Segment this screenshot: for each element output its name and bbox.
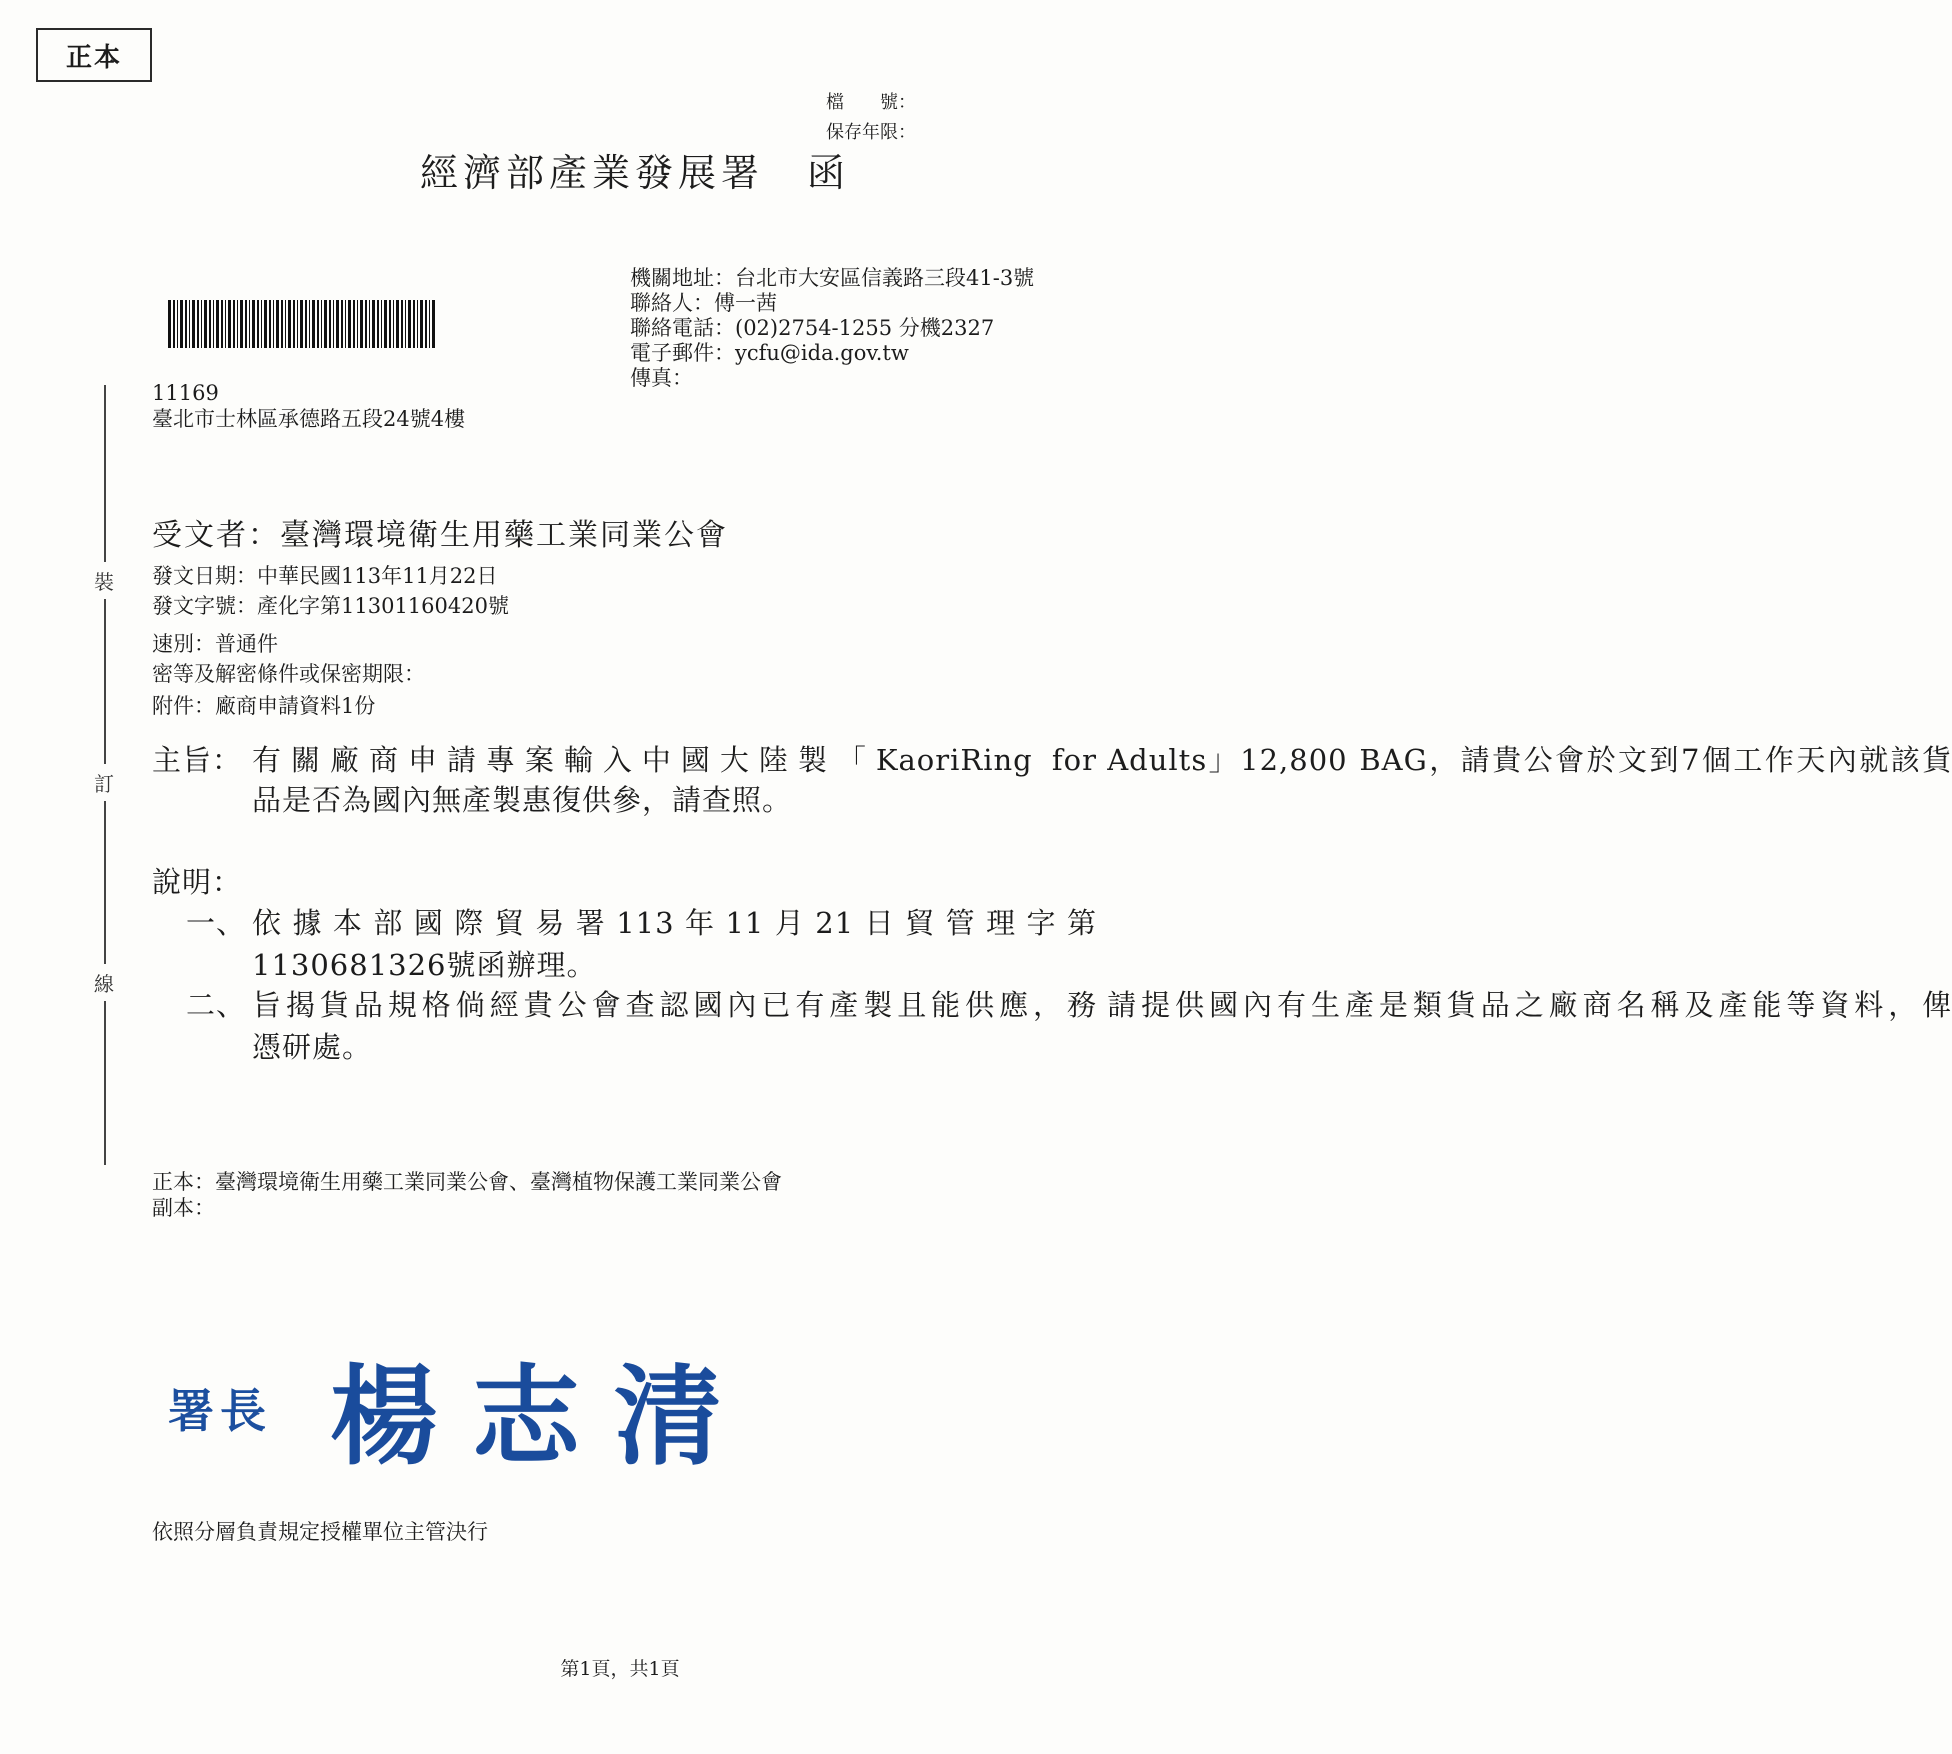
subject-label: 主旨： — [152, 743, 243, 777]
item-number: 一、 — [186, 906, 247, 940]
delivery-speed: 速別：普通件 — [152, 632, 278, 656]
item-line: 1130681326號函辦理。 — [252, 948, 597, 982]
explanation-item-1 — [186, 902, 1106, 986]
explanation-label: 說明： — [152, 865, 243, 899]
item-line: 依據本部國際貿易署113年11月21日貿管理字第 — [252, 906, 1097, 940]
file-number-label: 檔 號： — [826, 92, 916, 113]
subject-line-1: 有關廠商申請專案輸入中國大陸製「KaoriRing for — [252, 743, 1097, 777]
barcode — [168, 300, 434, 348]
secrecy-level: 密等及解密條件或保密期限： — [152, 662, 425, 686]
recipient-address — [152, 380, 465, 432]
page-footer: 第1頁，共1頁 — [560, 1658, 680, 1680]
recipient-zip: 11169 — [152, 381, 219, 405]
signature-title: 署長 — [168, 1384, 272, 1438]
binding-mark-zhuang: 裝 — [94, 562, 114, 599]
item-line: 憑研處。 — [252, 1030, 373, 1064]
document-number: 發文字號：產化字第11301160420號 — [152, 594, 509, 618]
issue-date: 發文日期：中華民國113年11月22日 — [152, 564, 498, 588]
recipient: 受文者：臺灣環境衛生用藥工業同業公會 — [152, 518, 728, 553]
distribution-original: 正本：臺灣環境衛生用藥工業同業公會、臺灣植物保護工業同業公會 — [152, 1170, 782, 1194]
recipient-street: 臺北市士林區承德路五段24號4樓 — [152, 407, 466, 431]
sender-fax: 傳真： — [630, 366, 693, 390]
item-line: 旨揭貨品規格倘經貴公會查認國內已有產製且能供應，務 — [252, 988, 1097, 1022]
distribution-copy: 副本： — [152, 1196, 215, 1220]
sender-email: 電子郵件：ycfu@ida.gov.tw — [630, 341, 909, 365]
subject-line-3: 品是否為國內無產製惠復供參，請查照。 — [252, 783, 793, 817]
sender-info — [630, 266, 1034, 391]
sender-address: 機關地址：台北市大安區信義路三段41-3號 — [630, 266, 1035, 290]
sender-contact: 聯絡人：傅一茜 — [630, 291, 777, 315]
retention-label: 保存年限： — [826, 122, 916, 143]
signature-name: 楊志清 — [330, 1354, 757, 1480]
authority-note: 依照分層負責規定授權單位主管決行 — [152, 1520, 488, 1544]
explanation-item-2 — [186, 984, 1952, 1068]
item-line: 請提供國內有生產是類貨品之廠商名稱及產能等資料，俾 — [1107, 988, 1952, 1022]
document-title: 經濟部產業發展署 函 — [420, 151, 851, 195]
attachment: 附件：廠商申請資料1份 — [152, 694, 376, 718]
subject-line-2: Adults」12,800 BAG，請貴公會於文到7個工作天內就該貨 — [1107, 743, 1952, 777]
sender-phone: 聯絡電話：(02)2754-1255 分機2327 — [630, 316, 995, 340]
copy-type-box: 正本 — [36, 28, 152, 82]
binding-mark-xian: 線 — [94, 964, 114, 1001]
item-number: 二、 — [186, 988, 247, 1022]
subject-section — [152, 740, 1952, 820]
binding-mark-ding: 訂 — [94, 764, 114, 801]
